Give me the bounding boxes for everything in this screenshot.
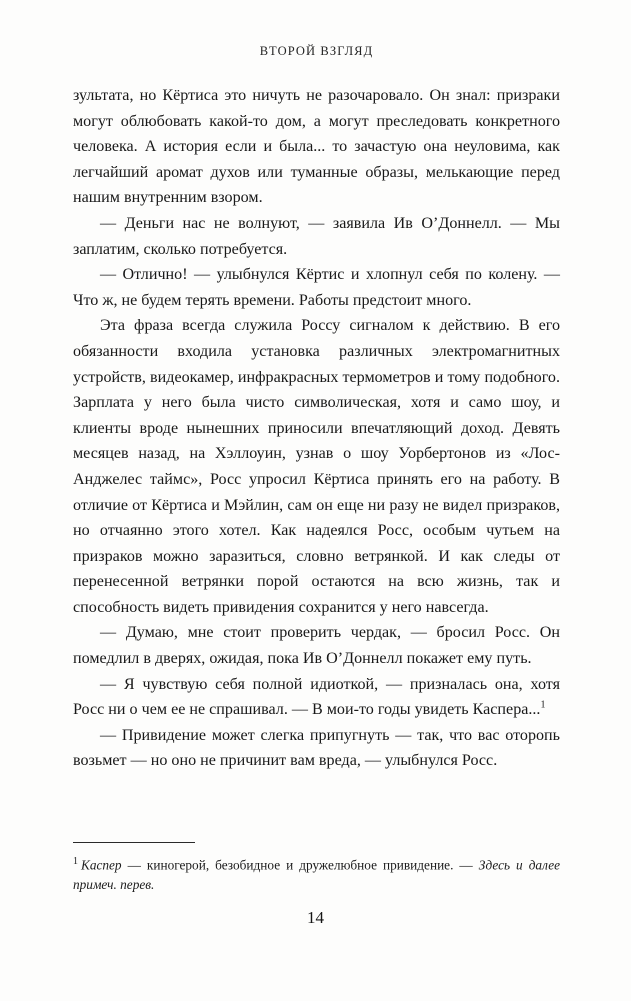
footnote-divider	[73, 842, 195, 843]
paragraph-text: — Я чувствую себя полной идиоткой, — призналась она, хотя Росс ни о чем ее не спрашивал. — В мои-то годы увидеть Каспера...	[73, 675, 560, 719]
footnote-area	[73, 842, 560, 895]
paragraph: — Думаю, мне стоит проверить чердак, — бросил Росс. Он помедлил в дверях, ожидая, пока Ив О’Доннелл покажет ему путь.	[73, 624, 560, 668]
page-number: 14	[307, 908, 324, 927]
paragraph: — Привидение может слегка припугнуть — так, что вас оторопь возьмет — но оно не причинит вам вреда, — улыбнулся Росс.	[73, 726, 560, 770]
footnote-text: — киногерой, безобидное и дружелюбное привидение. —	[121, 857, 479, 873]
paragraph: зультата, но Кёртиса это ничуть не разочаровало. Он знал: призраки могут облюбовать какой-то дом, а могут преследовать конкретного человека. А история если и была... то зачастую она неуловима, как легчайший аромат духов или туманные образы, мелькающие перед нашим внутренним взором.	[73, 87, 560, 207]
paragraph: — Отлично! — улыбнулся Кёртис и хлопнул себя по колену. — Что ж, не будем терять времени. Работы предстоит много.	[73, 266, 560, 309]
footnote-term: Каспер	[81, 857, 122, 873]
page-content	[73, 44, 560, 774]
running-head: ВТОРОЙ ВЗГЛЯД	[259, 44, 374, 58]
paragraph: Эта фраза всегда служила Россу сигналом к действию. В его обязанности входила установка различных электромагнитных устройств, видеокамер, инфракрасных термометров и тому подобного. Зарплата у него была чисто символическая, хотя и само шоу, и клиенты вроде нынешних приносили впечатляющий доход. Девять месяцев назад, на Хэллоуин, узнав о шоу Уорбертонов из «Лос-Анджелес таймс», Росс упросил Кёртиса принять его на работу. В отличие от Кёртиса и Мэйлин, сам он еще ни разу не видел призраков, но отчаянно этого хотел. Как надеялся Росс, особым чутьем на призраков можно заразиться, словно ветрянкой. И как следы от перенесенной ветрянки порой остаются на всю жизнь, так и способность видеть привидения сохранится у него навсегда.	[73, 317, 560, 616]
paragraph: — Деньги нас не волнуют, — заявила Ив О’Доннелл. — Мы заплатим, сколько потребуется.	[73, 214, 560, 258]
footnote-marker: 1	[73, 856, 78, 867]
body-text	[73, 83, 560, 774]
footnote-reference[interactable]: 1	[540, 699, 546, 711]
footnote	[73, 852, 560, 895]
paragraph-with-footnote-ref	[73, 672, 560, 723]
footnote-attribution: Здесь и далее примеч. перев.	[73, 857, 561, 893]
